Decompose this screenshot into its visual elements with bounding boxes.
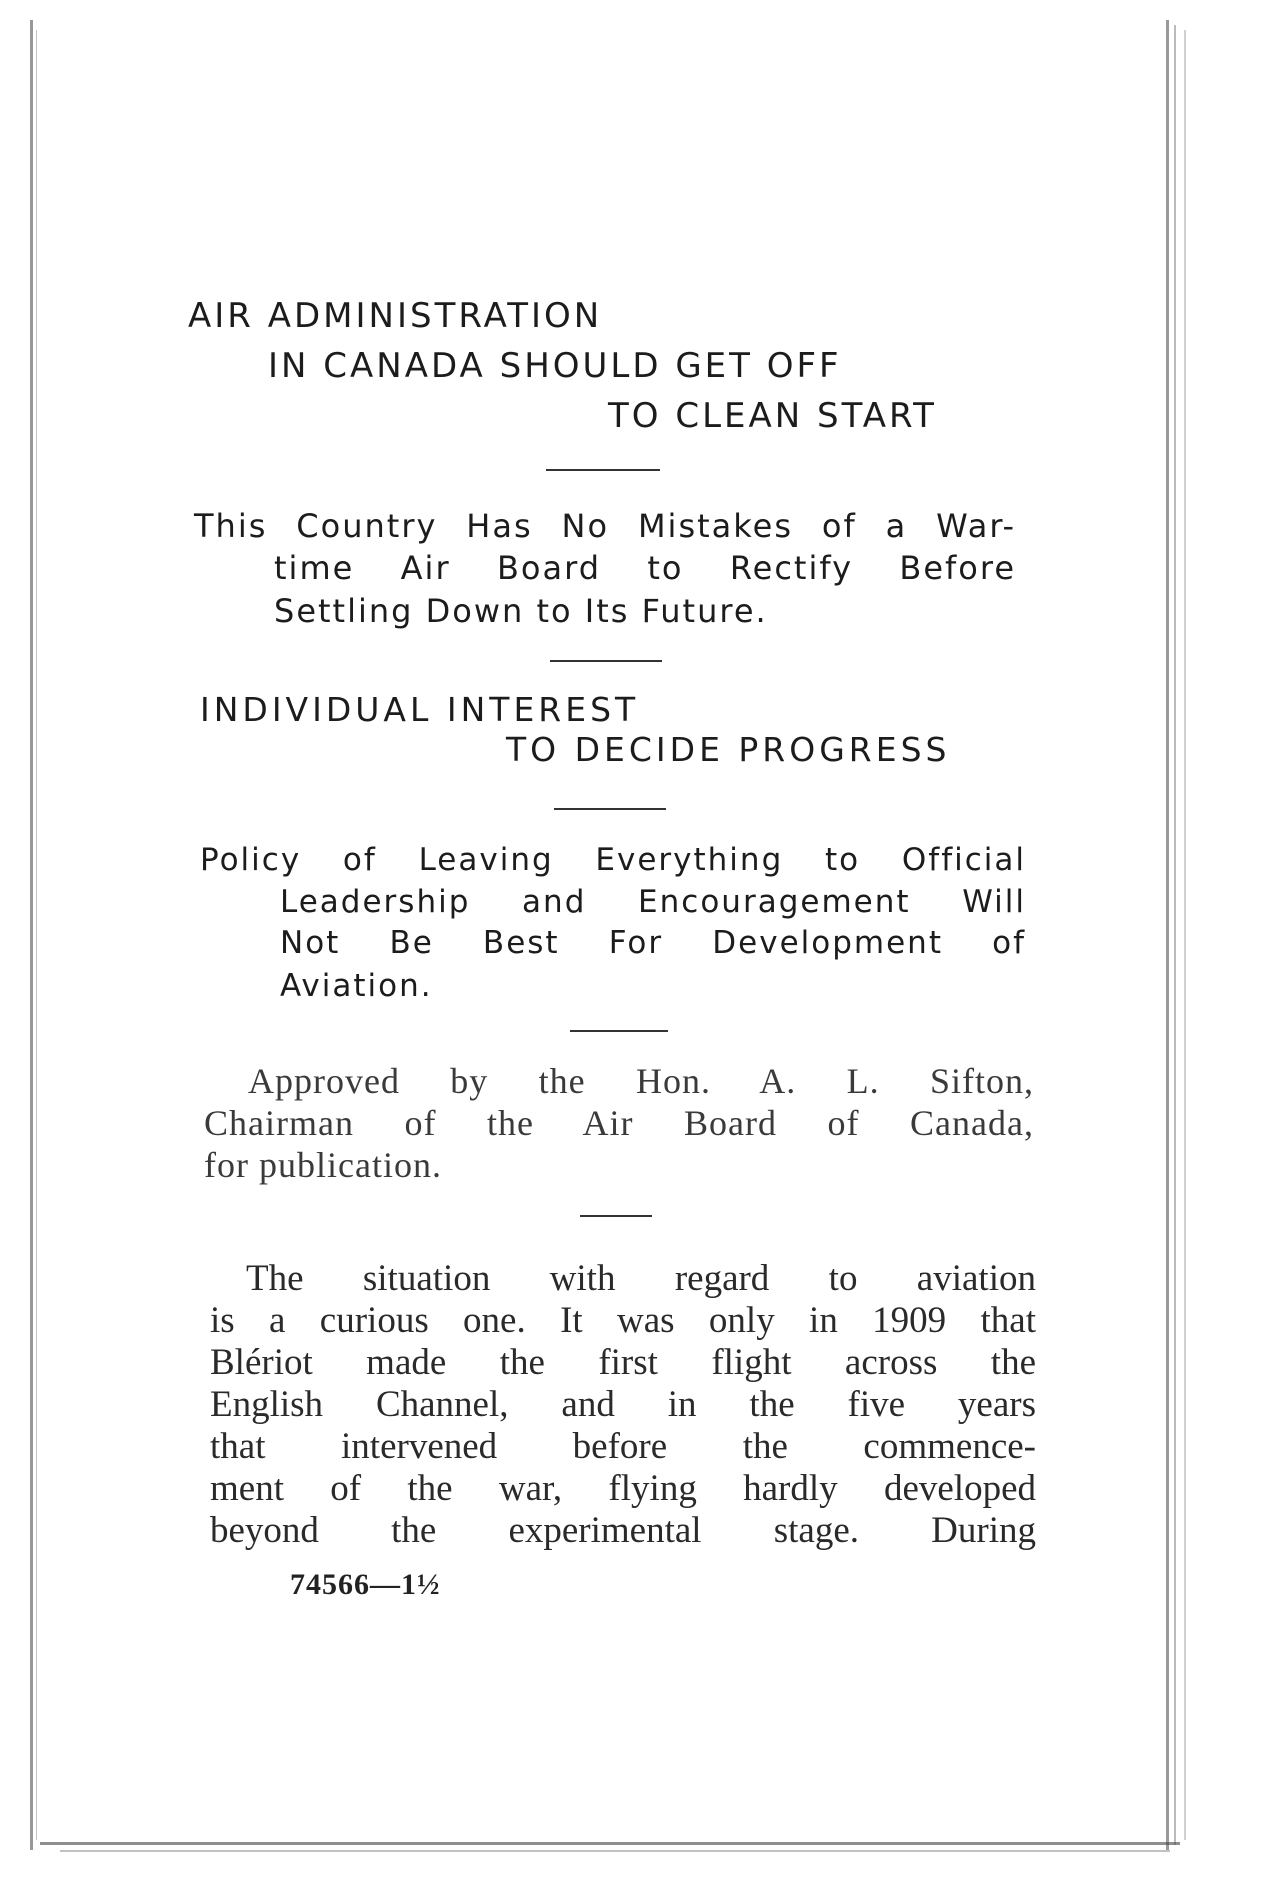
body-line-1: The situation with regard to aviation	[246, 1258, 1036, 1299]
left-page-edge-shadow	[36, 30, 37, 1840]
approval-line-2: Chairman of the Air Board of Canada,	[204, 1103, 1034, 1143]
left-page-edge	[30, 20, 33, 1850]
headline-2-line-2: TO DECIDE PROGRESS	[506, 730, 951, 769]
subhead-2-line-4: Aviation.	[280, 968, 433, 1004]
headline-line-1: AIR ADMINISTRATION	[188, 296, 603, 336]
body-line-6: ment of the war, flying hardly developed	[210, 1468, 1036, 1509]
headline-line-3: TO CLEAN START	[608, 396, 937, 436]
subhead-2-line-2: Leadership and Encouragement Will	[280, 884, 1026, 920]
section-divider	[554, 808, 666, 810]
subhead-2-line-1: Policy of Leaving Everything to Official	[200, 842, 1026, 878]
right-page-edge	[1166, 20, 1169, 1850]
section-divider	[550, 660, 662, 662]
bottom-page-edge-layer	[60, 1850, 1170, 1852]
printer-signature-mark: 74566—1½	[290, 1568, 441, 1601]
bottom-page-edge	[40, 1842, 1180, 1845]
section-divider	[580, 1215, 652, 1217]
body-line-7: beyond the experimental stage. During	[210, 1510, 1036, 1551]
body-line-5: that intervened before the commence-	[210, 1426, 1036, 1467]
approval-line-3: for publication.	[204, 1145, 442, 1185]
body-line-4: English Channel, and in the five years	[210, 1384, 1036, 1425]
section-divider	[570, 1030, 668, 1032]
right-page-edge-layer	[1174, 25, 1176, 1845]
body-line-2: is a curious one. It was only in 1909 that	[210, 1300, 1036, 1341]
subhead-2-line-3: Not Be Best For Development of	[280, 925, 1026, 961]
headline-line-2: IN CANADA SHOULD GET OFF	[268, 346, 842, 386]
subhead-1-line-3: Settling Down to Its Future.	[274, 592, 768, 630]
section-divider	[546, 469, 660, 471]
approval-line-1: Approved by the Hon. A. L. Sifton,	[248, 1061, 1034, 1101]
subhead-1-line-2: time Air Board to Rectify Before	[274, 549, 1016, 587]
subhead-1-line-1: This Country Has No Mistakes of a War-	[194, 507, 1016, 545]
right-page-edge-layer-outer	[1184, 30, 1186, 1840]
body-line-3: Blériot made the first flight across the	[210, 1342, 1036, 1383]
headline-2-line-1: INDIVIDUAL INTEREST	[200, 690, 640, 729]
